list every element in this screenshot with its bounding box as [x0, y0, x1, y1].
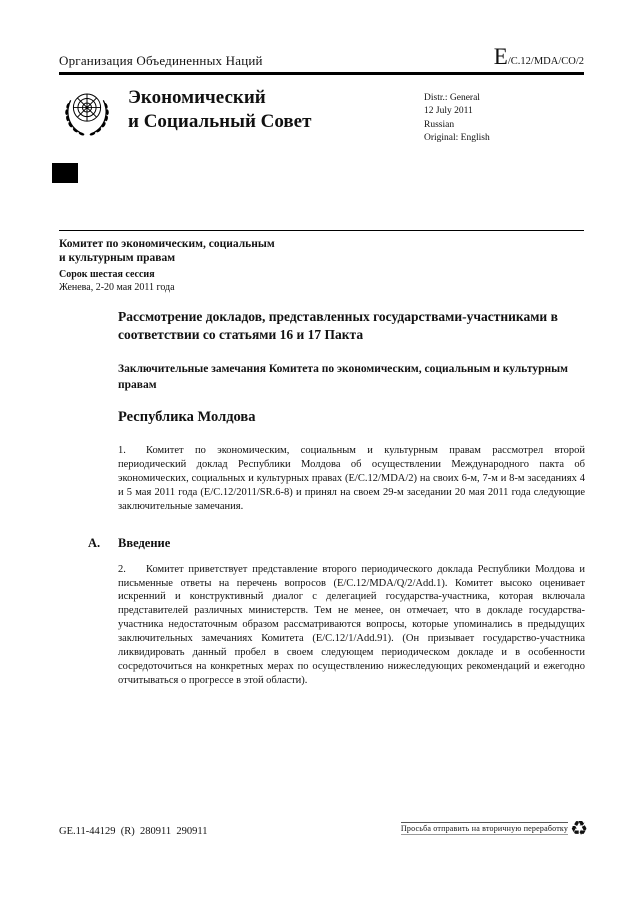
section-a-heading: [88, 536, 585, 551]
session-line: Сорок шестая сессия: [59, 268, 155, 280]
country-heading: Республика Молдова: [118, 409, 256, 426]
footer-reference: GE.11-44129 (R) 280911 290911: [59, 826, 208, 837]
header-rule: [59, 72, 584, 75]
committee-block: [59, 237, 275, 295]
recycle-icon: ♻: [570, 816, 588, 840]
section-a-title: Введение: [118, 535, 171, 550]
doc-symbol: [494, 44, 584, 70]
masthead-rule: [59, 230, 584, 231]
committee-name-line2: и культурным правам: [59, 252, 176, 265]
paragraph-1-text: Комитет по экономическим, социальным и культурным правам рассмотрел второй периодический доклад Республики Молдова об осуществлении Международного пакта об экономических, социальных и культурных правах (E/C.12/MDA/2) на своих 6-м, 7-м и 8-м заседаниях 4 и 5 мая 2011 года (E/C.12/2011/SR.6-8) и принял на своем 29-м заседании 20 мая 2011 года следующие заключительные замечания.: [118, 445, 585, 512]
venue-line: Женева, 2-20 мая 2011 года: [59, 282, 175, 294]
original-language-line: Original: English: [424, 132, 490, 143]
council-title: [128, 86, 311, 134]
doc-symbol-number: /C.12/MDA/CO/2: [507, 56, 584, 67]
council-title-line2: и Социальный Совет: [128, 110, 312, 132]
main-content: [88, 308, 585, 702]
recycle-note: Просьба отправить на вторичную переработку: [400, 823, 569, 833]
paragraph-1-number: 1.: [118, 445, 126, 457]
section-a-letter: A.: [88, 535, 101, 550]
doc-symbol-series: E: [493, 44, 508, 69]
document-title: Рассмотрение докладов, представленных государствами-участниками в соответствии со статьями 16 и 17 Пакта: [118, 309, 558, 343]
distribution-block: [424, 92, 490, 145]
council-title-line1: Экономический: [128, 87, 266, 108]
document-subtitle: Заключительные замечания Комитета по экономическим, социальным и культурным правам: [118, 363, 568, 391]
paragraph-1: [118, 444, 585, 513]
footer-recycle: [401, 818, 588, 838]
paragraph-2-number: 2.: [118, 563, 126, 575]
org-name: Организация Объединенных Наций: [59, 53, 263, 68]
paragraph-2: [118, 563, 585, 688]
paragraph-2-text: Комитет приветствует представление второго периодического доклада Республики Молдова и письменные ответы на перечень вопросов (E/C.12/MDA/Q/2/Add.1). Комитет высоко оценивает искренний и конструктивный диалог с делегацией государства-участника, которая включала представителей различных министерств. Тем не менее, он отмечает, что в докладе государства-участника недостаточным образом рассматриваются вопросы, которые упоминались в предыдущих заключительных замечаниях Комитета (E/C.12/1/Add.91). (Он призывает государство-участника ликвидировать данный пробел в своем следующем периодическом докладе и в особенности сосредоточиться на конкретных мерах по осуществлению нижеследующих рекомендаций и ежегодно отчитываться о прогрессе в этой области).: [118, 563, 585, 686]
black-tag-box: [52, 163, 78, 183]
committee-name-line1: Комитет по экономическим, социальным: [59, 238, 275, 250]
un-emblem-icon: [58, 84, 116, 142]
distr-line: Distr.: General: [424, 93, 480, 103]
date-line: 12 July 2011: [424, 106, 473, 117]
language-line: Russian: [424, 119, 455, 130]
